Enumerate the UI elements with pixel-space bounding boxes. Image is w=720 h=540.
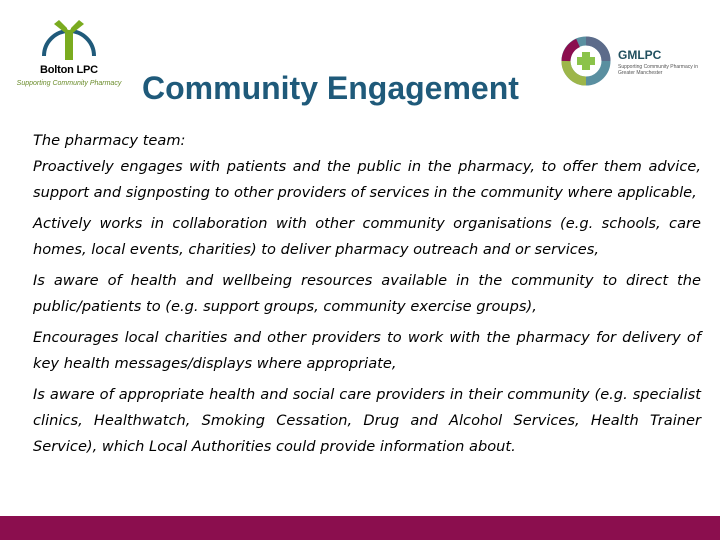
footer-bar [0, 516, 720, 540]
content-body [33, 128, 701, 465]
gmlpc-logo [556, 30, 716, 92]
paragraph-1: Proactively engages with patients and the public in the pharmacy, to offer them advice, support and signposting to other providers of services in the community where applicable, [33, 158, 701, 201]
intro-text: The pharmacy team: [33, 132, 186, 149]
paragraph-5: Is aware of appropriate health and social care providers in their community (e.g. specialist clinics, Healthwatch, Smoking Cessation, Drug and Alcohol Services, Health Trainer Service), which Local Authorities could provide information about. [33, 386, 701, 455]
gmlpc-tagline: Supporting Community Pharmacy in Greater Manchester [618, 64, 699, 76]
page-title: Community Engagement [142, 70, 519, 106]
paragraph-3: Is aware of health and wellbeing resources available in the community to direct the public/patients to (e.g. support groups, community exercise groups), [33, 272, 701, 315]
bolton-lpc-logo [8, 10, 130, 96]
gmlpc-name: GMLPC [618, 48, 662, 62]
paragraph-2: Actively works in collaboration with other community organisations (e.g. schools, care homes, local events, charities) to deliver pharmacy outreach and or services, [33, 215, 701, 258]
bolton-lpc-tagline: Supporting Community Pharmacy [16, 80, 122, 87]
gmlpc-puzzle-icon [556, 30, 616, 92]
bolton-lpc-name: Bolton LPC [40, 64, 98, 76]
paragraph-4: Encourages local charities and other providers to work with the pharmacy for delivery of key health messages/displays where appropriate, [33, 329, 701, 372]
bolton-lpc-emblem-icon [8, 10, 130, 66]
